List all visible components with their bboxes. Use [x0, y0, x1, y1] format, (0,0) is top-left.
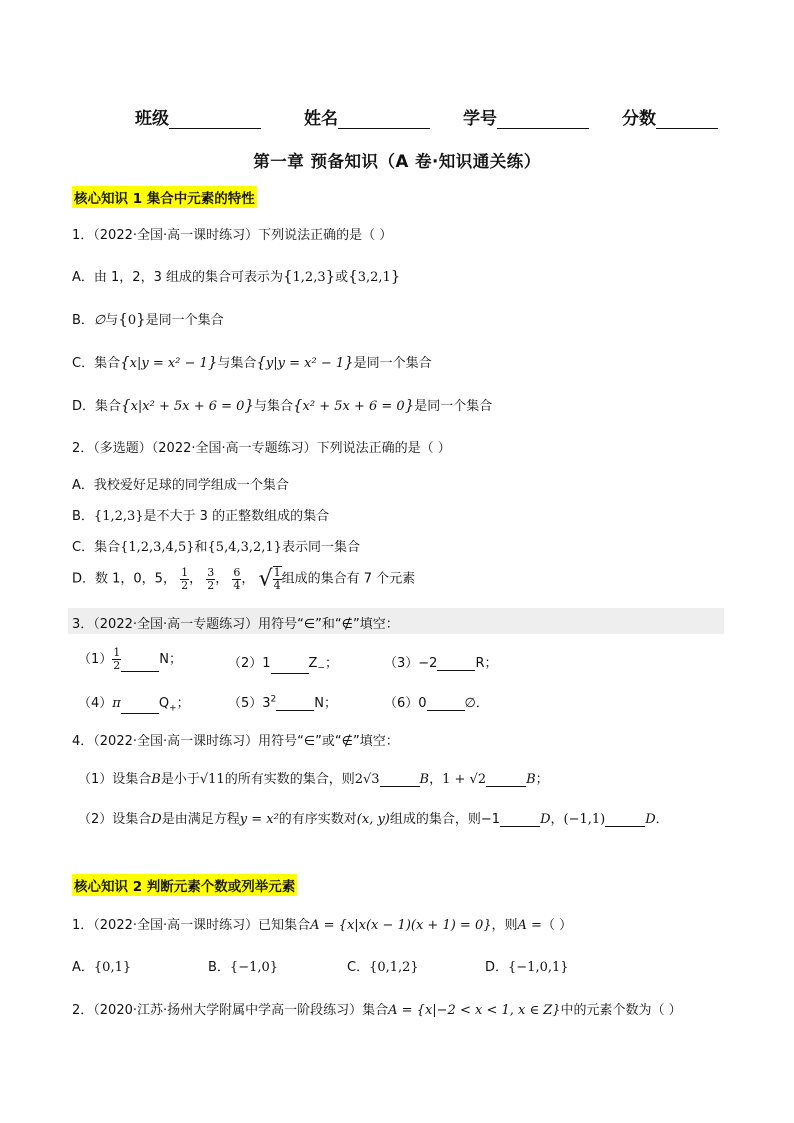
option-label: D． [485, 960, 509, 975]
s1-q4-part1[interactable] [78, 768, 549, 787]
s1-q1-option-d[interactable] [72, 395, 492, 414]
page-title: 第一章 预备知识（A 卷·知识通关练） [253, 152, 541, 171]
section-2-label: 核心知识 2 判断元素个数或列举元素 [72, 874, 297, 896]
part-text: N； [159, 652, 183, 667]
subscript: − [317, 663, 325, 674]
option-label: B． [208, 960, 230, 975]
option-value: {−1,0} [229, 960, 279, 975]
superscript: 2 [270, 694, 277, 705]
s1-q3-part1[interactable] [78, 647, 182, 672]
part-label: （2）1 [228, 656, 271, 671]
option-text: 是同一个集合 [145, 313, 224, 328]
option-text: 与集合 [253, 399, 293, 414]
option-text: 与 [105, 313, 119, 328]
score-field [622, 104, 718, 129]
part-text: Q [158, 696, 170, 711]
math-expr: A = {x|−2 < x < 1, x ∈ Z} [388, 1003, 561, 1018]
sqrt-math: √11 [199, 772, 225, 787]
part-label: （4） [78, 696, 113, 711]
math-expr: (−1,1) [563, 812, 606, 827]
option-value: {0,1,2} [369, 960, 419, 975]
part-text: ． [655, 812, 669, 827]
stem-text: ，则 [491, 918, 518, 933]
answer-blank [605, 814, 645, 827]
answer-blank [276, 698, 314, 711]
option-text: 是同一个集合 [353, 356, 432, 371]
answer-blank [271, 661, 309, 674]
s1-q2-option-b[interactable] [72, 505, 329, 524]
option-text: 与集合 [217, 356, 257, 371]
s1-q2-option-d[interactable]: D．数 1，0，5， $\frac{1}{2}$ ， $\frac{3}{2}$ ， $\frac{6}{4}$ ， √ $\frac{1}{4}$ 组成的集合有 7 个元素 [72, 565, 416, 592]
stem-text: 1．（2022·全国·高一课时练习）已知集合 [72, 918, 311, 933]
math-expr: (x, y) [356, 812, 390, 827]
s1-q2-stem: 2．（多选题）（2022·全国·高一专题练习）下列说法正确的是（ ） [72, 441, 451, 456]
option-text: 组成的集合有 7 个元素 [281, 571, 416, 587]
name-field [304, 104, 430, 129]
part-text: ∅． [464, 696, 489, 711]
set-math: {1,2,3,4,5} [120, 540, 195, 555]
score-label: 分数 [622, 109, 656, 129]
set-math: {5,4,3,2,1} [207, 540, 282, 555]
part-label: （6）0 [384, 696, 427, 711]
id-label: 学号 [463, 109, 497, 129]
set-math: {x|y = x² − 1} [120, 353, 218, 371]
part-label: （1） [78, 652, 113, 667]
answer-blank [486, 774, 526, 787]
s2-q1-option-d[interactable] [485, 956, 569, 975]
s1-q3-part5[interactable] [228, 692, 337, 711]
set-math: {1,2,3} [93, 509, 144, 524]
option-value: {0,1} [93, 960, 132, 975]
fraction: $\frac{6}{4}$ [233, 565, 241, 592]
set-math: {1,2,3} [282, 267, 336, 285]
part-label: （5）3 [228, 696, 271, 711]
s1-q1-option-c[interactable] [72, 352, 432, 371]
s1-q3-stem: 3．（2022·全国·高一专题练习）用符号“∈”和“∉”填空： [72, 617, 399, 632]
part-text: 的有序实数对 [278, 812, 357, 827]
fraction: $\frac{1}{2}$ [181, 565, 189, 592]
s1-q3-part4[interactable] [78, 692, 190, 714]
class-field [135, 104, 261, 129]
part-text: 的所有实数的集合，则 [224, 772, 355, 787]
s2-q1-stem [72, 914, 572, 933]
option-text: C．集合 [72, 356, 121, 371]
name-blank[interactable] [338, 110, 430, 129]
option-text: 和 [194, 540, 208, 555]
s1-q4-stem: 4．（2022·全国·高一课时练习）用符号“∈”或“∉”填空： [72, 734, 399, 749]
s2-q2-stem [72, 999, 682, 1018]
option-text: 是同一个集合 [414, 399, 493, 414]
answer-blank [427, 698, 465, 711]
set-math: {0} [118, 310, 146, 328]
math-expr: 1 + √2 [442, 772, 487, 787]
part-text: ， [550, 812, 564, 827]
part-text: （2）设集合 [78, 812, 152, 827]
answer-blank [380, 774, 420, 787]
option-text: 或 [335, 270, 349, 285]
part-label: （3）−2 [384, 656, 438, 671]
answer-blank [500, 814, 540, 827]
set-math: {y|y = x² − 1} [256, 353, 354, 371]
math-expr: 2√3 [354, 772, 380, 787]
option-label: B． [72, 313, 94, 328]
s2-q1-option-b[interactable] [208, 956, 278, 975]
name-label: 姓名 [304, 109, 338, 129]
part-text: （1）设集合 [78, 772, 152, 787]
id-field [463, 104, 589, 129]
part-text: 组成的集合，则−1 [389, 812, 501, 827]
math-expr: y = x² [239, 812, 279, 827]
option-text: A．由 1，2，3 组成的集合可表示为 [72, 270, 283, 285]
s1-q4-part2[interactable] [78, 808, 669, 827]
id-blank[interactable] [497, 110, 589, 129]
part-text: R； [475, 656, 498, 671]
pi-symbol: π [112, 696, 121, 711]
fraction: $\frac{1}{4}$ [273, 566, 281, 592]
option-text: 是不大于 3 的正整数组成的集合 [143, 509, 330, 524]
option-label: C． [347, 960, 370, 975]
option-text: D．集合 [72, 399, 122, 414]
class-blank[interactable] [169, 110, 261, 129]
fraction: $\frac{1}{2}$ [113, 646, 121, 672]
set-var: D [540, 812, 551, 827]
s1-q3-part6[interactable] [384, 692, 489, 711]
empty-set-symbol: ∅ [93, 313, 106, 328]
answer-blank [437, 658, 475, 671]
s1-q2-option-c[interactable] [72, 536, 360, 555]
class-label: 班级 [135, 109, 169, 129]
s2-q1-option-a[interactable] [72, 956, 131, 975]
option-text: C．集合 [72, 540, 121, 555]
part-text: N； [314, 696, 338, 711]
subscript: + [169, 703, 177, 714]
answer-blank [121, 659, 159, 672]
s1-q2-option-a[interactable]: A．我校爱好足球的同学组成一个集合 [72, 478, 289, 493]
part-text: 是小于 [160, 772, 200, 787]
option-label: A． [72, 960, 94, 975]
set-math: {x|x² + 5x + 6 = 0} [121, 396, 254, 414]
stem-text: 中的元素个数为（ ） [560, 1003, 682, 1018]
option-text: D．数 1，0，5， [72, 571, 176, 587]
set-math: {3,2,1} [348, 267, 401, 285]
stem-text: （ ） [541, 918, 573, 933]
set-math: {x² + 5x + 6 = 0} [293, 396, 415, 414]
set-var: B [419, 772, 430, 787]
fraction: $\frac{3}{2}$ [207, 565, 215, 592]
option-text: 表示同一集合 [281, 540, 360, 555]
math-expr: A = {x|x(x − 1)(x + 1) = 0} [310, 918, 492, 933]
part-text: ， [429, 772, 443, 787]
score-blank[interactable] [656, 110, 718, 129]
part-text: 是由满足方程 [161, 812, 240, 827]
set-var: D [645, 812, 656, 827]
s1-q1-stem: 1．（2022·全国·高一课时练习）下列说法正确的是（ ） [72, 228, 393, 243]
set-var: B [526, 772, 536, 787]
s1-q1-option-a[interactable] [72, 266, 400, 285]
part-text: ； [325, 656, 339, 671]
section-1-label: 核心知识 1 集合中元素的特性 [72, 186, 257, 208]
part-text: ； [176, 696, 190, 711]
s1-q1-option-b[interactable] [72, 309, 224, 328]
s2-q1-option-c[interactable] [347, 956, 419, 975]
set-var: B [151, 772, 161, 787]
option-label: B． [72, 509, 94, 524]
answer-blank [121, 701, 159, 714]
sqrt-symbol: √ [258, 566, 273, 592]
part-text: ； [535, 772, 549, 787]
option-value: {−1,0,1} [508, 960, 569, 975]
s1-q3-part3[interactable] [384, 652, 497, 671]
stem-text: 2．（2020·江苏·扬州大学附属中学高一阶段练习）集合 [72, 1003, 389, 1018]
set-var: D [151, 812, 162, 827]
s1-q3-part2[interactable] [228, 652, 338, 674]
math-expr: A = [517, 918, 542, 933]
part-text: Z [308, 656, 318, 671]
